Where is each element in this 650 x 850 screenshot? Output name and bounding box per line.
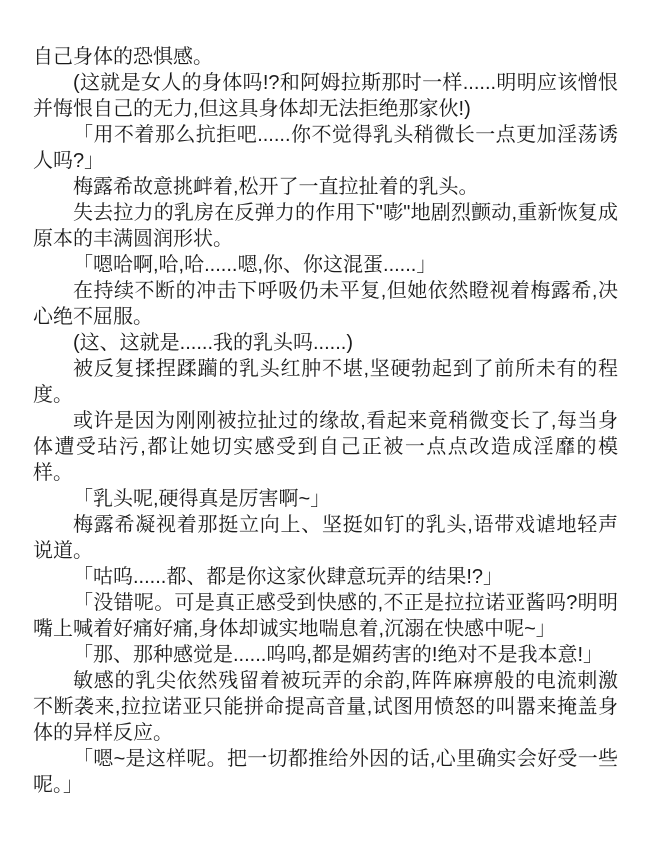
paragraph: 梅露希故意挑衅着,松开了一直拉扯着的乳头。 [73,176,479,198]
paragraph: 或许是因为刚刚被拉扯过的缘故,看起来竟稍微变长了,每当身体遭受玷污,都让她切实感受到自己正被一点点改造成淫靡的模样。 [33,410,618,484]
paragraph: 「那、那种感觉是......呜呜,都是媚药害的!绝对不是我本意!」 [73,644,604,666]
paragraph: (这就是女人的身体吗!?和阿姆拉斯那时一样......明明应该憎恨并悔恨自己的无力,但这具身体却无法拒绝那家伙!) [33,72,618,120]
paragraph: 敏感的乳尖依然残留着被玩弄的余韵,阵阵麻痹般的电流刺激不断袭来,拉拉诺亚只能拼命提高音量,试图用愤怒的叫嚣来掩盖身体的异样反应。 [33,670,618,744]
paragraph: 自己身体的恐惧感。 [33,46,213,68]
paragraph: 「咕呜......都、都是你这家伙肆意玩弄的结果!?」 [73,566,504,588]
paragraph: 「嗯~是这样呢。把一切都推给外因的话,心里确实会好受一些呢。」 [33,748,618,796]
paragraph: 「用不着那么抗拒吧......你不觉得乳头稍微长一点更加淫荡诱人吗?」 [33,124,618,172]
paragraph: (这、这就是......我的乳头吗......) [73,332,353,354]
paragraph: 梅露希凝视着那挺立向上、坚挺如钉的乳头,语带戏谑地轻声说道。 [33,514,618,562]
paragraph: 「乳头呢,硬得真是厉害啊~」 [73,488,331,510]
paragraph: 「嗯哈啊,哈,哈......嗯,你、你这混蛋......」 [73,254,437,276]
paragraph: 在持续不断的冲击下呼吸仍未平复,但她依然瞪视着梅露希,决心绝不屈服。 [33,280,618,328]
paragraph: 被反复揉捏蹂躏的乳头红肿不堪,坚硬勃起到了前所未有的程度。 [33,358,618,406]
paragraph: 失去拉力的乳房在反弹力的作用下"嘭"地剧烈颤动,重新恢复成原本的丰满圆润形状。 [33,202,618,250]
paragraph: 「没错呢。可是真正感受到快感的,不正是拉拉诺亚酱吗?明明嘴上喊着好痛好痛,身体却诚实地喘息着,沉溺在快感中呢~」 [33,592,618,640]
